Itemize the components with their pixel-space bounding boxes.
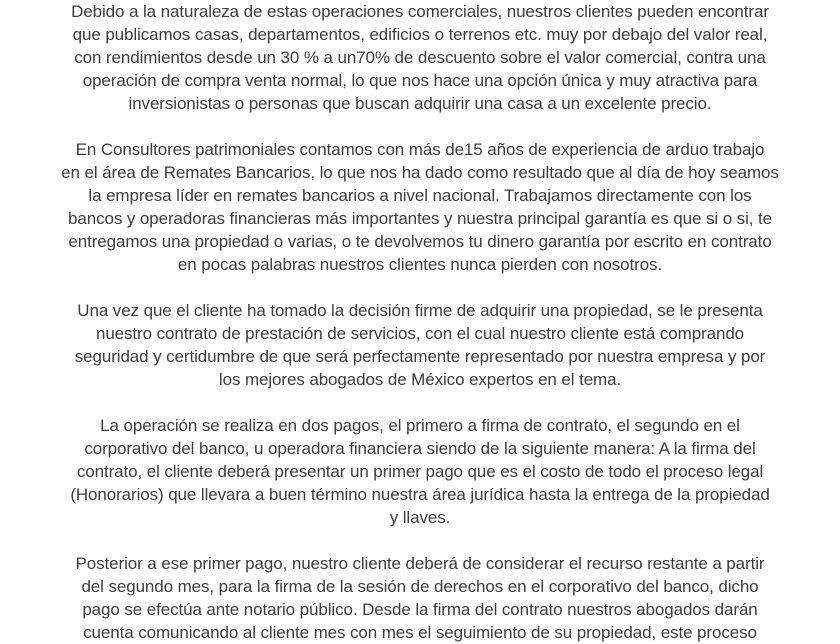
text-line: Debido a la naturaleza de estas operaciones comerciales, nuestros clientes pueden encontrar bbox=[71, 2, 769, 21]
text-line: operación de compra venta normal, lo que nos hace una opción única y muy atractiva para bbox=[82, 71, 758, 90]
text-line: y llaves. bbox=[389, 508, 451, 527]
text-line: en el área de Remates Bancarios, lo que nos ha dado como resultado que al día de hoy seamos bbox=[61, 163, 779, 182]
text-line: En Consultores patrimoniales contamos con más de15 años de experiencia de arduo trabajo bbox=[75, 140, 765, 159]
paragraph-5 bbox=[0, 552, 840, 644]
text-line: bancos y operadoras financieras más importantes y nuestra principal garantía es que si o si, te bbox=[68, 209, 772, 228]
text-line: la empresa líder en remates bancarios a nivel nacional. Trabajamos directamente con los bbox=[88, 186, 752, 205]
text-line: corporativo del banco, u operadora financiera siendo de la siguiente manera: A la firma del bbox=[84, 439, 756, 458]
paragraph-3 bbox=[0, 299, 840, 391]
text-line: cuenta comunicando al cliente mes con mes el seguimiento de su propiedad, este proceso bbox=[83, 623, 757, 642]
text-line: que publicamos casas, departamentos, edificios o terrenos etc. muy por debajo del valor real, bbox=[72, 25, 768, 44]
text-line: Una vez que el cliente ha tomado la decisión firme de adquirir una propiedad, se le presenta bbox=[77, 301, 763, 320]
text-line: con rendimientos desde un 30 % a un70% de descuento sobre el valor comercial, contra una bbox=[74, 48, 766, 67]
text-line: (Honorarios) que llevara a buen término nuestra área jurídica hasta la entrega de la propiedad bbox=[70, 485, 770, 504]
text-line: contrato, el cliente deberá presentar un primer pago que es el costo de todo el proceso legal bbox=[76, 462, 764, 481]
paragraph-2 bbox=[0, 138, 840, 276]
text-line: del segundo mes, para la firma de la sesión de derechos en el corporativo del banco, dicho bbox=[81, 577, 759, 596]
paragraph-1 bbox=[0, 0, 840, 115]
text-line: Posterior a ese primer pago, nuestro cliente deberá de considerar el recurso restante a partir bbox=[75, 554, 765, 573]
text-line: los mejores abogados de México expertos en el tema. bbox=[218, 370, 622, 389]
text-line: pago se efectúa ante notario público. Desde la firma del contrato nuestros abogados darán bbox=[82, 600, 758, 619]
text-line: entregamos una propiedad o varias, o te devolvemos tu dinero garantía por escrito en contrato bbox=[68, 232, 772, 251]
text-line: inversionistas o personas que buscan adquirir una casa a un excelente precio. bbox=[128, 94, 712, 113]
text-line: La operación se realiza en dos pagos, el primero a firma de contrato, el segundo en el bbox=[100, 416, 740, 435]
text-line: nuestro contrato de prestación de servicios, con el cual nuestro cliente está comprando bbox=[95, 324, 745, 343]
paragraph-4 bbox=[0, 414, 840, 529]
text-line: en pocas palabras nuestros clientes nunca pierden con nosotros. bbox=[177, 255, 663, 274]
text-line: seguridad y certidumbre de que será perfectamente representado por nuestra empresa y por bbox=[74, 347, 766, 366]
